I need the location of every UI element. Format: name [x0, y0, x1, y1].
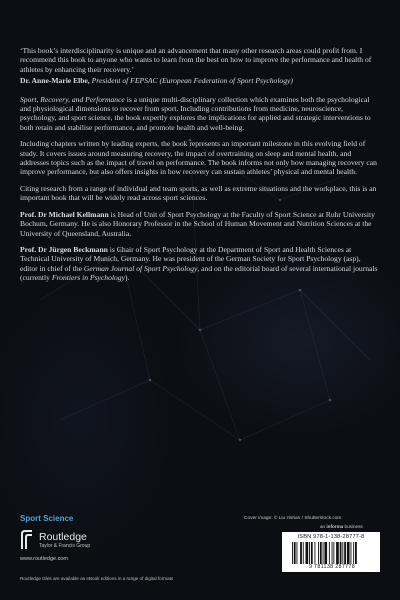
description-text-1: is a unique multi-disciplinary collection which examines both the psychological and physiological dimensions to recover from sport. Including contributions from medicine, neuroscience, psychology, and sport science, the book expertly explores the implications for applied and strategic interventions to both retain and stabilise performance, and promote health and well-being. — [20, 94, 371, 132]
endorsement-attribution — [20, 76, 380, 85]
author-bio-text-2c: ). — [124, 273, 130, 283]
category-label: Sport Science — [20, 514, 74, 523]
barcode-bar — [306, 542, 309, 564]
barcode-bar — [353, 542, 354, 564]
author-bio-2 — [20, 245, 380, 283]
publisher-group: Taylor & Francis Group — [39, 542, 91, 549]
author-bio-text-2b: , and on the editorial board of several international journals (currently — [20, 263, 378, 283]
barcode-bar — [297, 542, 298, 564]
author-bio-text-2a: is Chair of Sport Psychology at the Department of Sport and Health Sciences at Technical University of Munich, Germany. He was president of the German Society for Sport Psychology (asp), editor in chief of the — [20, 244, 361, 273]
barcode-bar — [344, 542, 346, 564]
barcode-bar — [347, 542, 350, 564]
ebook-note: Routledge titles are available as eBook editions in a range of digital formats — [20, 576, 174, 581]
barcode-bar — [355, 542, 357, 564]
barcode-bar — [320, 542, 322, 564]
barcode-bar — [342, 542, 343, 564]
barcode-bar — [311, 542, 313, 564]
barcode-bar — [315, 542, 316, 564]
book-title: Sport, Recovery, and Performance — [20, 94, 125, 104]
journal-name-1: German Journal of Sport Psychology — [83, 263, 198, 273]
routledge-icon — [20, 530, 34, 550]
endorsement-quote: ‘This book’s interdisciplinarity is unique and an advancement that many other research areas could profit from. I recommend this book to anyone who wants to learn from the best on how to improve the performance and health of athletes by enhancing their recovery.’ — [20, 46, 372, 74]
cover-image-credit: Cover image: © Liu zishan / Shutterstock.com — [244, 516, 342, 521]
barcode-bar — [323, 542, 324, 564]
barcode-bar — [292, 542, 293, 564]
isbn-number: ISBN 978-1-138-28777-8 — [297, 534, 365, 540]
description-paragraph-3: Citing research from a range of individual and team sports, as well as extreme situations and the workplace, this is an important book that will be widely read across sport sciences. — [20, 183, 377, 203]
description-paragraph-1 — [20, 95, 380, 133]
back-cover-text — [20, 46, 380, 290]
barcode-panel — [282, 532, 380, 572]
informa-name: informa — [326, 524, 344, 529]
barcode-bar — [333, 542, 334, 564]
endorser-role: President of FEPSAC (European Federation of Sport Psychology) — [91, 76, 293, 86]
barcode-bar — [351, 542, 352, 564]
business-prefix: an — [320, 524, 327, 529]
barcode-bar — [309, 542, 310, 564]
barcode-bar — [336, 542, 339, 564]
publisher-name: Routledge — [39, 530, 87, 543]
author-name-1: Prof. Dr Michael Kellmann — [20, 209, 109, 219]
barcode-digits: 9 781138 287778 — [308, 564, 356, 570]
barcode-bar — [324, 542, 327, 564]
author-bio-1 — [20, 210, 380, 238]
barcode-bar — [340, 542, 342, 564]
publisher-website: www.routledge.com — [20, 556, 68, 562]
barcode-bar — [318, 542, 319, 564]
journal-name-2: Frontiers in Psychology — [51, 273, 125, 283]
barcode-bar — [303, 542, 304, 564]
barcode-bar — [294, 542, 296, 564]
description-paragraph-2: Including chapters written by leading experts, the book represents an important milestone in this evolving field of study. It covers issues around measuring recovery, the impact of overtraining on sleep and mental health, and addresses topics such as the impact of travel on performance. The book informs not only how managing recovery can improve performance, but also offers insights in how recovery can sustain athletes’ physical and mental health. — [20, 139, 377, 177]
barcode-bar — [332, 542, 333, 564]
informa-business-label — [320, 524, 363, 529]
endorser-name: Dr. Anne-Marie Elbe, — [20, 76, 90, 86]
author-name-2: Prof. Dr Jürgen Beckmann — [20, 244, 108, 254]
publisher-logo — [20, 530, 90, 550]
barcode-bar — [329, 542, 330, 564]
barcode-icon — [292, 542, 376, 564]
business-suffix: business — [343, 524, 363, 529]
barcode-bar — [300, 542, 302, 564]
author-bio-text-1: is Head of Unit of Sport Psychology at the Faculty of Sport Science at Ruhr University Bochum, Germany. He is also Honorary Professor in the School of Human Movement and Nutrition Sciences at the University of Queensland, Australia. — [20, 209, 375, 238]
